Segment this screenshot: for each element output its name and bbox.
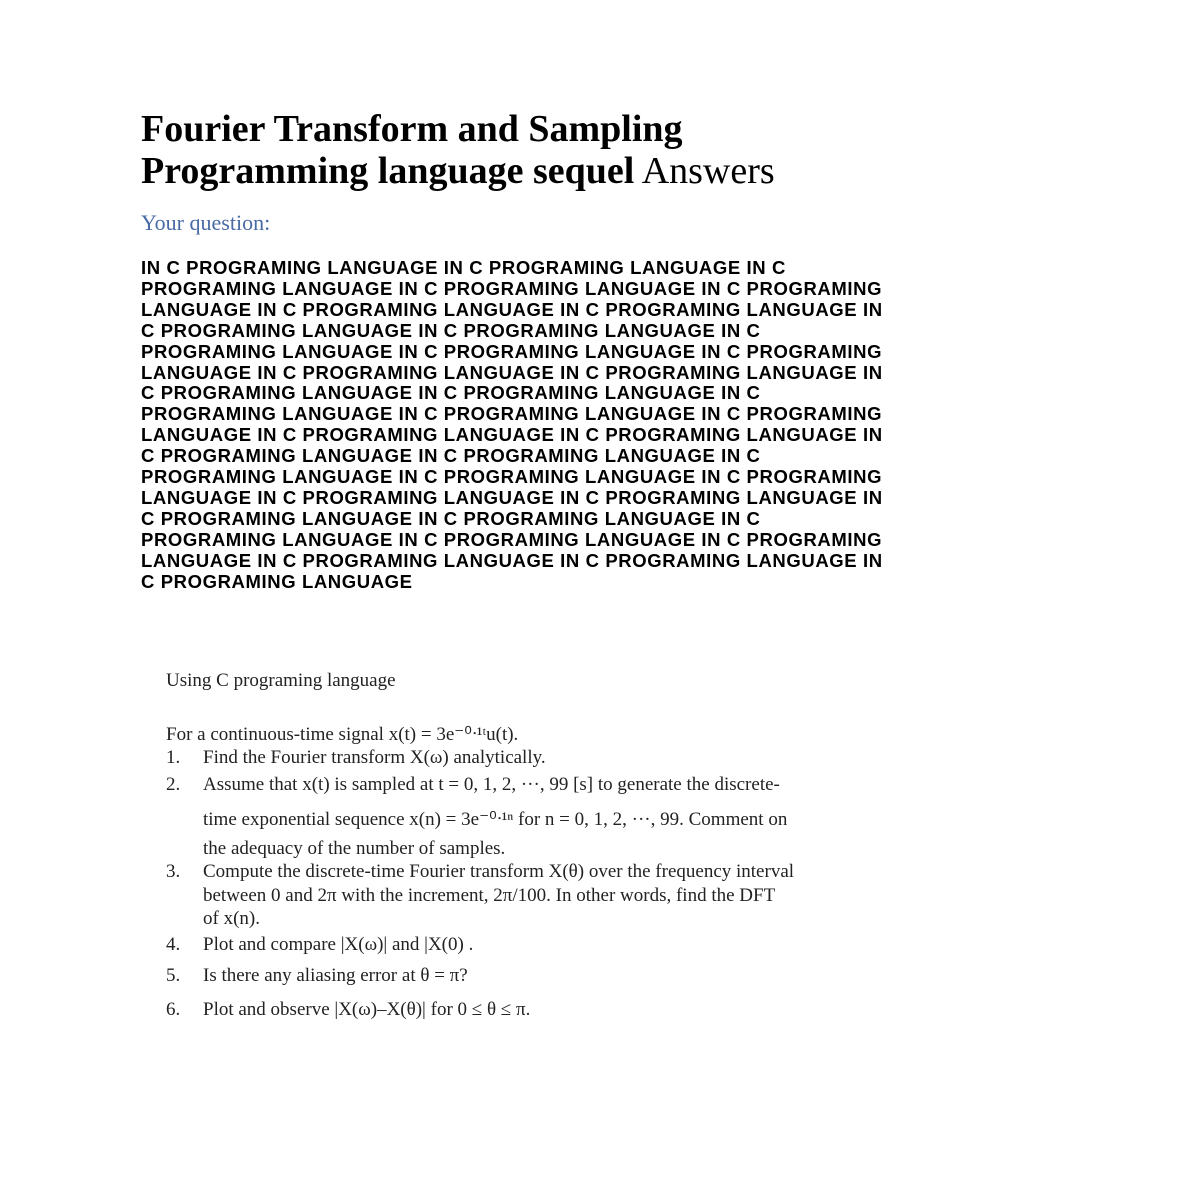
question-line: C PROGRAMING LANGUAGE IN C PROGRAMING LANGUAGE IN C (141, 445, 761, 467)
problem-item-2 (166, 774, 780, 796)
title-line-2: Programming language sequel (141, 150, 635, 192)
question-line: C PROGRAMING LANGUAGE IN C PROGRAMING LANGUAGE IN C (141, 319, 761, 341)
question-line: PROGRAMING LANGUAGE IN C PROGRAMING LANGUAGE IN C PROGRAMING (141, 528, 883, 550)
problem-item-1 (166, 747, 546, 769)
item-number: 5. (166, 965, 181, 986)
question-line: LANGUAGE IN C PROGRAMING LANGUAGE IN C PROGRAMING LANGUAGE IN (141, 298, 883, 320)
problem-item-6 (166, 999, 530, 1021)
problem-item-3 (166, 885, 775, 907)
item-text: Compute the discrete-time Fourier transform X(θ) over the frequency interval (203, 861, 795, 882)
item-text: Plot and compare |X(ω)| and |X(0) . (203, 934, 474, 955)
problem-item-2 (166, 808, 787, 831)
question-line: C PROGRAMING LANGUAGE IN C PROGRAMING LANGUAGE IN C (141, 507, 761, 529)
question-line: LANGUAGE IN C PROGRAMING LANGUAGE IN C PROGRAMING LANGUAGE IN (141, 424, 883, 446)
item-number: 2. (166, 774, 181, 795)
problem-item-2 (166, 838, 505, 860)
problem-item-3 (166, 908, 260, 930)
question-text (141, 258, 883, 593)
problem-item-3 (166, 861, 794, 883)
question-line: LANGUAGE IN C PROGRAMING LANGUAGE IN C PROGRAMING LANGUAGE IN (141, 549, 883, 571)
item-text: Is there any aliasing error at θ = π? (203, 965, 468, 986)
your-question-label: Your question: (141, 210, 271, 235)
title-answers: Answers (641, 150, 775, 192)
item-number: 1. (166, 747, 181, 768)
problem-signal: For a continuous-time signal x(t) = 3e⁻⁰ᐧ¹ᵗu(t). (166, 724, 519, 745)
problem-item-4 (166, 934, 473, 956)
item-number: 4. (166, 934, 181, 955)
item-text: Assume that x(t) is sampled at t = 0, 1, 2, ···, 99 [s] to generate the discrete- (203, 774, 780, 795)
item-text: the adequacy of the number of samples. (203, 838, 506, 859)
question-line: PROGRAMING LANGUAGE IN C PROGRAMING LANGUAGE IN C PROGRAMING (141, 466, 883, 488)
question-line: PROGRAMING LANGUAGE IN C PROGRAMING LANGUAGE IN C PROGRAMING (141, 403, 883, 425)
question-line: PROGRAMING LANGUAGE IN C PROGRAMING LANGUAGE IN C PROGRAMING (141, 277, 883, 299)
item-text: Find the Fourier transform X(ω) analytically. (203, 747, 546, 768)
item-number: 3. (166, 861, 181, 882)
title-line-1: Fourier Transform and Sampling (141, 108, 683, 150)
item-text: time exponential sequence x(n) = 3e⁻⁰ᐧ¹ⁿ for n = 0, 1, 2, ···, 99. Comment on (203, 809, 788, 830)
item-number: 6. (166, 999, 181, 1020)
item-text: of x(n). (203, 908, 260, 929)
item-text: Plot and observe |X(ω)–X(θ)| for 0 ≤ θ ≤ π. (203, 999, 531, 1020)
item-text: between 0 and 2π with the increment, 2π/100. In other words, find the DFT (203, 885, 776, 906)
question-line: LANGUAGE IN C PROGRAMING LANGUAGE IN C PROGRAMING LANGUAGE IN (141, 486, 883, 508)
question-line: C PROGRAMING LANGUAGE IN C PROGRAMING LANGUAGE IN C (141, 382, 761, 404)
problem-intro: Using C programing language (166, 670, 396, 691)
question-line: C PROGRAMING LANGUAGE (141, 570, 413, 592)
question-line: PROGRAMING LANGUAGE IN C PROGRAMING LANGUAGE IN C PROGRAMING (141, 340, 883, 362)
problem-item-5 (166, 965, 468, 987)
page-title (141, 108, 775, 192)
question-line: LANGUAGE IN C PROGRAMING LANGUAGE IN C PROGRAMING LANGUAGE IN (141, 361, 883, 383)
question-line: IN C PROGRAMING LANGUAGE IN C PROGRAMING LANGUAGE IN C (141, 257, 786, 278)
